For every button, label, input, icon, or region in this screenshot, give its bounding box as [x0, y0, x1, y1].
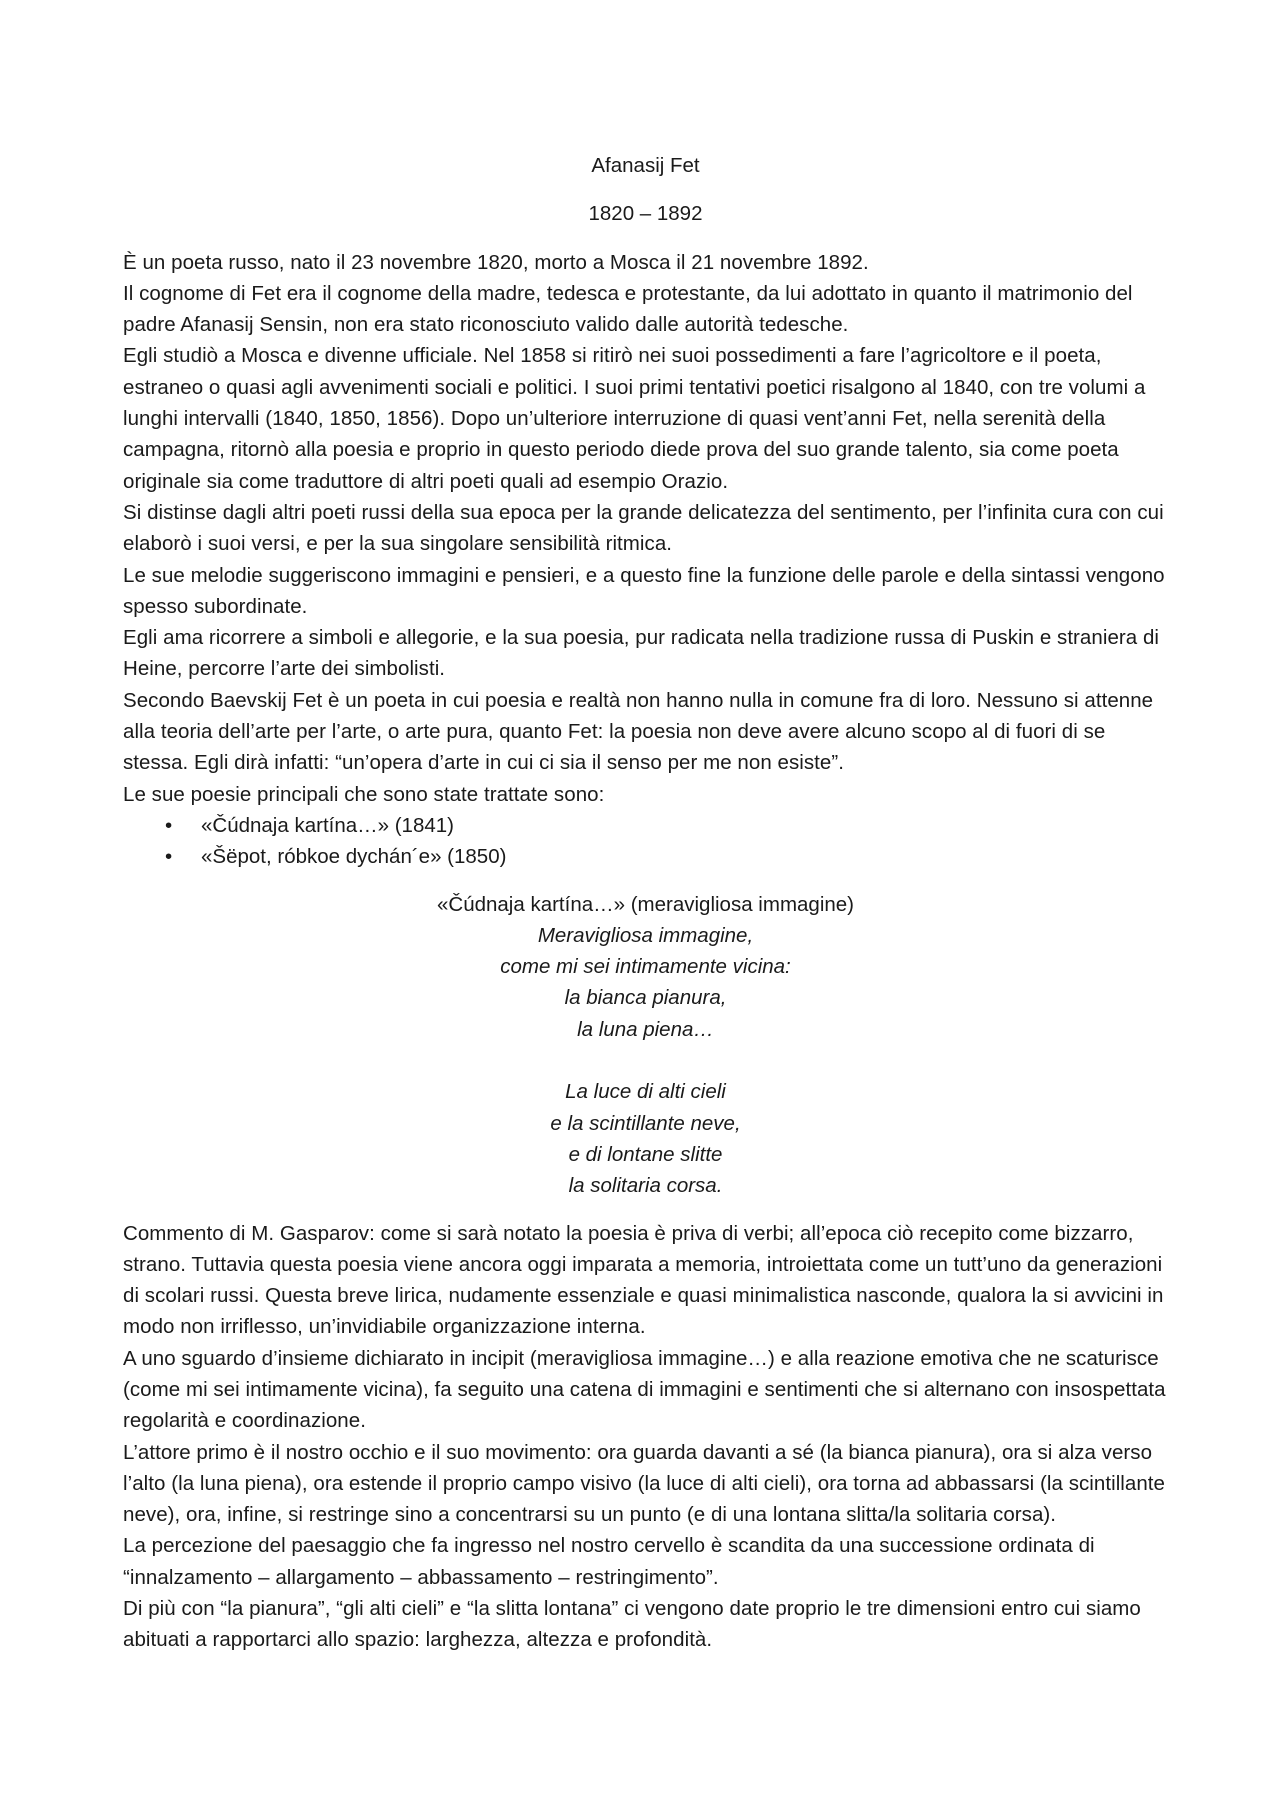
intro-paragraph-poem-list-lead: Le sue poesie principali che sono state trattate sono: [123, 782, 605, 806]
bullet-icon: • [165, 813, 173, 837]
page-title: Afanasij Fet [591, 154, 700, 177]
list-item [123, 810, 1168, 841]
list-item [123, 841, 1168, 872]
poem-list [123, 810, 1168, 873]
bullet-icon: • [165, 845, 173, 869]
intro-paragraph-melodies: Le sue melodie suggeriscono immagini e pensieri, e a questo fine la funzione delle parole e della sintassi vengono spesso subordinate. [123, 563, 1165, 618]
document-page [123, 150, 1168, 1656]
poem-verse: la luna piena… [577, 1017, 714, 1041]
list-item-text: «Šëpot, róbkoe dychán´e» (1850) [201, 845, 507, 869]
commentary-paragraph-dimensions: Di più con “la pianura”, “gli alti cieli” e “la slitta lontana” ci vengono date proprio le tre dimensioni entro cui siamo abituati a rapportarci allo spazio: larghezza, altezza e profondità. [123, 1597, 1141, 1652]
poem-heading: «Čúdnaja kartína…» (meravigliosa immagine) [436, 892, 855, 916]
commentary-paragraph-gasparov: Commento di M. Gasparov: come si sarà notato la poesia è priva di verbi; all’epoca ciò recepito come bizzarro, strano. Tuttavia questa poesia viene ancora oggi imparata a memoria, introiettata come un tutt’uno da generazioni di scolari russi. Questa breve lirica, nudamente essenziale e quasi minimalistica nasconde, qualora la si avvicini in modo non irriflesso, un’invidiabile organizzazione interna. [123, 1221, 1164, 1339]
commentary-paragraph-overview: A uno sguardo d’insieme dichiarato in incipit (meravigliosa immagine…) e alla reazione emotiva che ne scaturisce (come mi sei intimamente vicina), fa seguito una catena di immagini e sentimenti che si alternano con insospettata regolarità e coordinazione. [123, 1346, 1166, 1433]
intro-paragraph-birth: È un poeta russo, nato il 23 novembre 1820, morto a Mosca il 21 novembre 1892. [123, 250, 869, 274]
commentary-paragraph-eye: L’attore primo è il nostro occhio e il suo movimento: ora guarda davanti a sé (la bianca pianura), ora si alza verso l’alto (la luna piena), ora estende il proprio campo visivo (la luce di alti cieli), ora torna ad abbassarsi (la scintillante neve), ora, infine, si restringe sino a concentrarsi su un punto (e di una lontana slitta/la solitaria corsa). [123, 1440, 1166, 1527]
stanza-break [123, 1045, 1168, 1076]
poem-verse: e di lontane slitte [568, 1142, 723, 1166]
commentary-paragraph-perception: La percezione del paesaggio che fa ingresso nel nostro cervello è scandita da una successione ordinata di “innalzamento – allargamento – abbassamento – restringimento”. [123, 1534, 1095, 1589]
intro-paragraph-symbols: Egli ama ricorrere a simboli e allegorie, e la sua poesia, pur radicata nella tradizione russa di Puskin e straniera di Heine, percorre l’arte dei simbolisti. [123, 626, 1160, 681]
intro-paragraph-style: Si distinse dagli altri poeti russi della sua epoca per la grande delicatezza del sentimento, per l’infinita cura con cui elaborò i suoi versi, e per la sua singolare sensibilità ritmica. [123, 500, 1164, 556]
poem-verse: La luce di alti cieli [565, 1080, 726, 1104]
list-item-text: «Čúdnaja kartína…» (1841) [201, 813, 454, 837]
poem-block [123, 889, 1168, 1202]
poem-verse: come mi sei intimamente vicina: [500, 955, 791, 979]
poem-verse: Meravigliosa immagine, [537, 923, 754, 947]
poem-verse: la bianca pianura, [564, 986, 727, 1010]
poem-verse: e la scintillante neve, [550, 1111, 741, 1135]
intro-paragraph-career: Egli studiò a Mosca e divenne ufficiale. Nel 1858 si ritirò nei suoi possedimenti a fare l’agricoltore e il poeta, estraneo o quasi agli avvenimenti sociali e politici. I suoi primi tentativi poetici risalgono al 1840, con tre volumi a lunghi intervalli (1840, 1850, 1856). Dopo un’ulteriore interruzione di quasi vent’anni Fet, nella serenità della campagna, ritornò alla poesia e proprio in questo periodo diede prova del suo grande talento, sia come poeta originale sia come traduttore di altri poeti quali ad esempio Orazio. [123, 344, 1146, 493]
life-dates: 1820 – 1892 [588, 202, 703, 226]
poem-verse: la solitaria corsa. [568, 1174, 723, 1198]
intro-paragraph-surname: Il cognome di Fet era il cognome della madre, tedesca e protestante, da lui adottato in quanto il matrimonio del padre Afanasij Sensin, non era stato riconosciuto valido dalle autorità tedesche. [123, 281, 1133, 337]
intro-paragraph-baevskij: Secondo Baevskij Fet è un poeta in cui poesia e realtà non hanno nulla in comune fra di loro. Nessuno si attenne alla teoria dell’arte per l’arte, o arte pura, quanto Fet: la poesia non deve avere alcuno scopo al di fuori di se stessa. Egli dirà infatti: “un’opera d’arte in cui ci sia il senso per me non esiste”. [123, 688, 1154, 775]
